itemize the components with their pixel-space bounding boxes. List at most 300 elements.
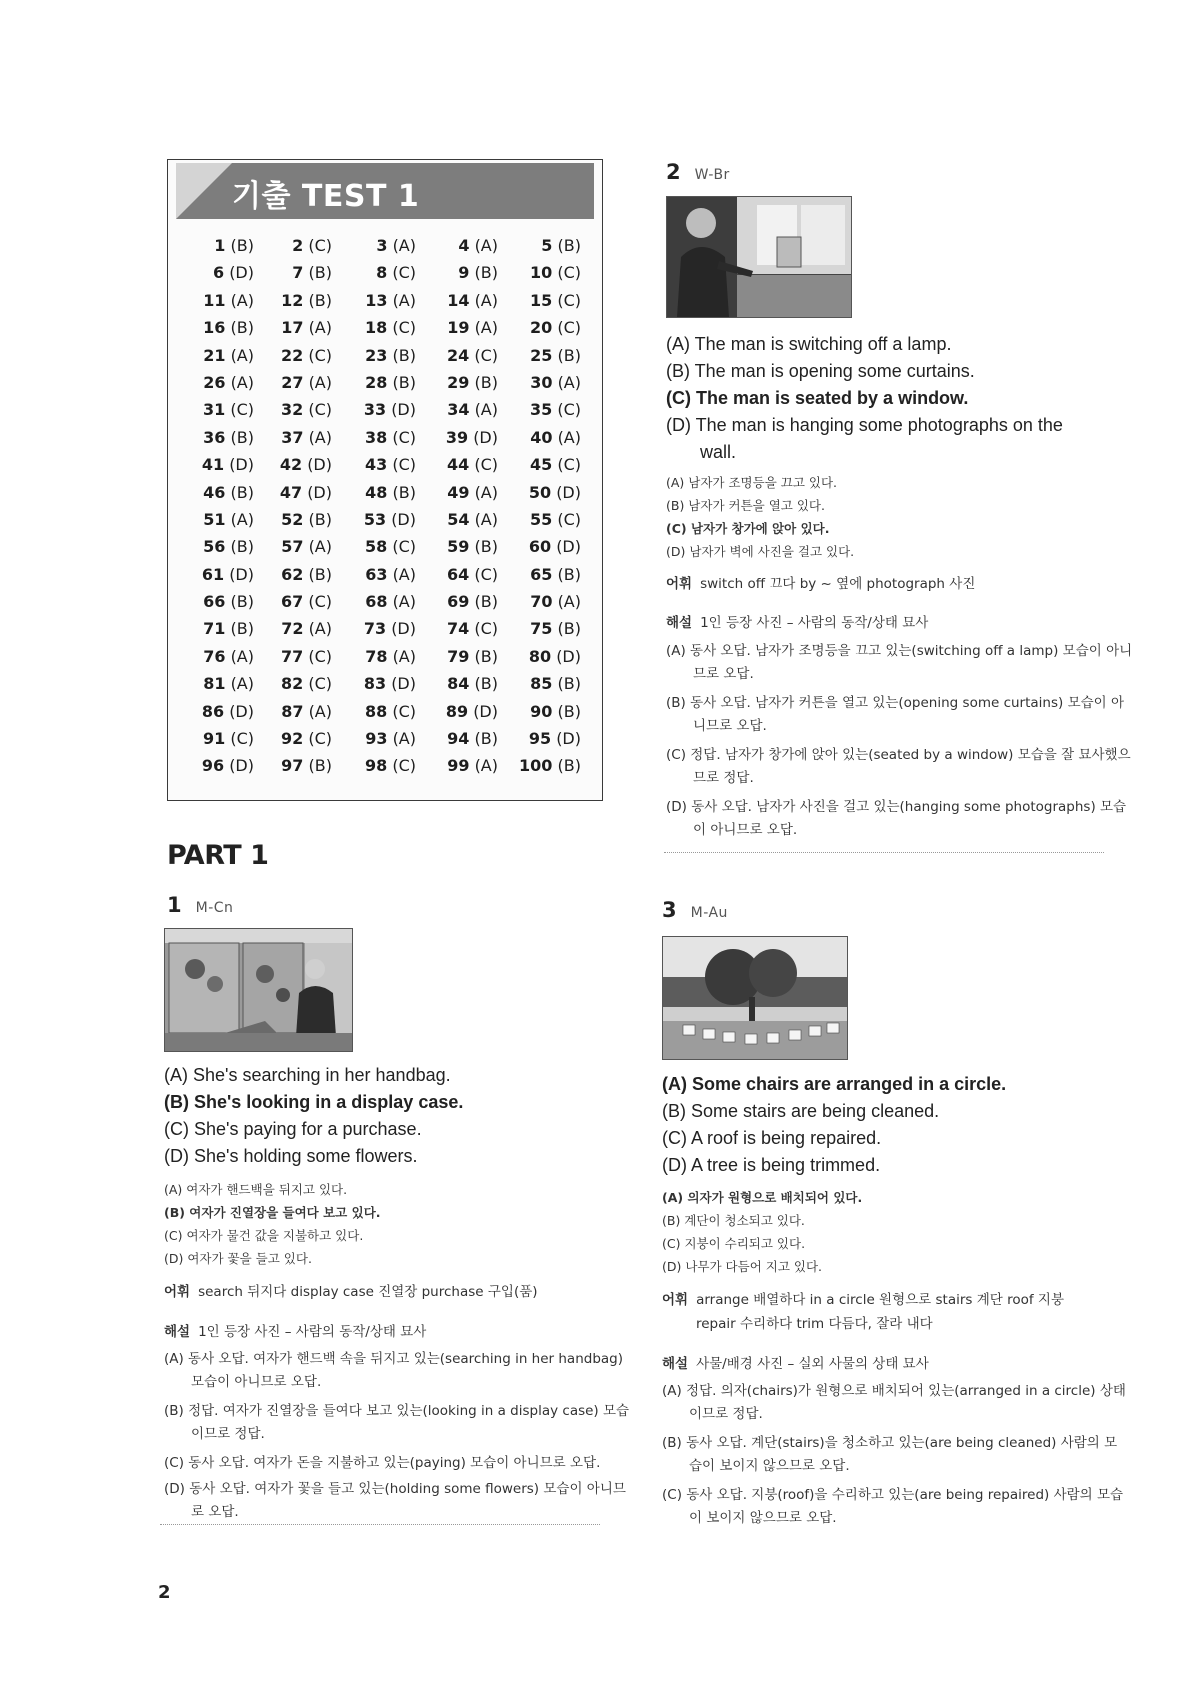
answer-choice: (B) bbox=[230, 592, 254, 612]
answer-key-cell bbox=[178, 314, 254, 341]
answer-key-cell bbox=[340, 424, 416, 451]
explanation-item: (A) 동사 오답. 남자가 조명등을 끄고 있는(switching off a lamp) 모습이 아니므로 오답. bbox=[666, 643, 1133, 682]
answer-key-cell bbox=[340, 259, 416, 286]
answer-key-box bbox=[167, 159, 603, 801]
answer-key-row bbox=[168, 232, 604, 259]
question-number: 69 bbox=[447, 592, 470, 612]
question-number: 3 bbox=[662, 898, 677, 922]
answer-key-row bbox=[168, 451, 604, 478]
answer-key-cell bbox=[178, 479, 254, 506]
answer-key-cell bbox=[256, 588, 332, 615]
question-number: 21 bbox=[203, 345, 226, 365]
question-number: 71 bbox=[203, 619, 226, 639]
expl-title: 1인 등장 사진 – 사람의 동작/상태 묘사 bbox=[198, 1324, 427, 1340]
question-number: 40 bbox=[530, 427, 553, 447]
question-number: 55 bbox=[529, 509, 553, 529]
answer-key-cell bbox=[340, 615, 416, 642]
answer-key-row bbox=[168, 588, 604, 615]
question-3-expl-heading bbox=[662, 1352, 929, 1372]
answer-key-cell bbox=[340, 342, 416, 369]
answer-key-cell bbox=[422, 698, 498, 725]
answer-choice: (A) bbox=[308, 318, 332, 338]
answer-option: (C) She's paying for a purchase. bbox=[164, 1119, 422, 1139]
answer-key-cell bbox=[178, 287, 254, 314]
answer-choice: (A) bbox=[230, 372, 254, 392]
answer-key-cell bbox=[256, 643, 332, 670]
question-number: 52 bbox=[281, 509, 304, 529]
answer-choice: (D) bbox=[229, 263, 254, 283]
answer-choice: (C) bbox=[308, 729, 332, 749]
question-number: 48 bbox=[365, 482, 388, 502]
question-1-expl-heading bbox=[164, 1320, 426, 1340]
answer-key-cell bbox=[422, 506, 498, 533]
question-number: 37 bbox=[281, 427, 304, 447]
answer-key-cell bbox=[422, 369, 498, 396]
question-number: 65 bbox=[530, 564, 553, 584]
answer-key-cell bbox=[422, 479, 498, 506]
explanation-item: (B) 정답. 여자가 진열장을 들여다 보고 있는(looking in a display case) 모습이므로 정답. bbox=[164, 1403, 630, 1442]
answer-key-cell bbox=[502, 342, 581, 369]
expl-label: 해설 bbox=[662, 1356, 689, 1372]
question-number: 58 bbox=[364, 537, 388, 557]
answer-choice: (C) bbox=[392, 427, 416, 447]
answer-key-cell bbox=[178, 615, 254, 642]
answer-key-cell bbox=[502, 232, 581, 259]
answer-choice: (A) bbox=[392, 564, 416, 584]
question-2-photo bbox=[666, 196, 852, 318]
answer-choice: (A) bbox=[230, 345, 254, 365]
question-number: 53 bbox=[363, 509, 387, 529]
answer-key-cell bbox=[178, 725, 254, 752]
answer-key-row bbox=[168, 698, 604, 725]
part-heading: PART 1 bbox=[167, 840, 269, 871]
answer-choice: (D) bbox=[556, 729, 581, 749]
explanation-item: (B) 동사 오답. 남자가 커튼을 열고 있는(opening some curtains) 모습이 아니므로 오답. bbox=[666, 695, 1125, 734]
answer-key-cell bbox=[340, 670, 416, 697]
answer-key-cell bbox=[422, 287, 498, 314]
answer-key-cell bbox=[422, 451, 498, 478]
explanation-item: (B) 동사 오답. 계단(stairs)을 청소하고 있는(are being cleaned) 사람의 모습이 보이지 않으므로 오답. bbox=[662, 1435, 1118, 1474]
vocab-label: 어휘 bbox=[164, 1284, 191, 1300]
question-number: 85 bbox=[530, 674, 553, 694]
answer-key-cell bbox=[502, 424, 581, 451]
answer-translation: (D) 여자가 꽃을 들고 있다. bbox=[164, 1251, 312, 1266]
answer-choice: (A) bbox=[557, 427, 581, 447]
question-number: 54 bbox=[447, 509, 470, 529]
answer-key-cell bbox=[502, 369, 581, 396]
explanation-item: (C) 동사 오답. 지붕(roof)을 수리하고 있는(are being repaired) 사람의 모습이 보이지 않으므로 오답. bbox=[662, 1487, 1124, 1526]
answer-key-cell bbox=[340, 479, 416, 506]
question-number: 16 bbox=[203, 318, 226, 338]
question-1-photo bbox=[164, 928, 353, 1052]
question-number: 68 bbox=[365, 592, 388, 612]
answer-key-cell bbox=[256, 698, 332, 725]
question-3-vocab bbox=[662, 1288, 1064, 1313]
answer-choice: (D) bbox=[391, 674, 416, 694]
question-number: 80 bbox=[528, 646, 552, 666]
question-number: 94 bbox=[447, 729, 470, 749]
answer-key-cell bbox=[502, 287, 581, 314]
answer-choice: (D) bbox=[229, 701, 254, 721]
answer-option: (A) The man is switching off a lamp. bbox=[666, 334, 952, 354]
answer-choice: (A) bbox=[308, 537, 332, 557]
answer-key-cell bbox=[256, 232, 332, 259]
question-number: 83 bbox=[363, 674, 387, 694]
answer-key-cell bbox=[256, 479, 332, 506]
answer-key-cell bbox=[422, 533, 498, 560]
question-number: 36 bbox=[203, 427, 226, 447]
answer-choice: (A) bbox=[557, 372, 581, 392]
vocab-text-line-1: arrange 배열하다 in a circle 원형으로 stairs 계단 roof 지붕 bbox=[696, 1292, 1064, 1308]
answer-choice: (B) bbox=[392, 372, 416, 392]
answer-key-cell bbox=[340, 451, 416, 478]
question-number: 6 bbox=[212, 263, 225, 283]
answer-key-cell bbox=[422, 424, 498, 451]
answer-choice: (B) bbox=[557, 674, 581, 694]
question-number: 76 bbox=[203, 646, 226, 666]
answer-key-row bbox=[168, 479, 604, 506]
answer-choice: (C) bbox=[557, 509, 581, 529]
question-number: 56 bbox=[203, 537, 226, 557]
photo-man-by-window bbox=[667, 197, 851, 317]
question-number: 60 bbox=[528, 537, 552, 557]
answer-key-cell bbox=[256, 615, 332, 642]
answer-translation: (A) 의자가 원형으로 배치되어 있다. bbox=[662, 1190, 863, 1205]
answer-choice: (C) bbox=[557, 290, 581, 310]
question-number: 77 bbox=[280, 646, 304, 666]
question-number: 96 bbox=[201, 756, 225, 776]
answer-key-cell bbox=[422, 615, 498, 642]
question-number: 64 bbox=[446, 564, 470, 584]
divider bbox=[664, 852, 1104, 853]
answer-key-cell bbox=[502, 561, 581, 588]
answer-key-row bbox=[168, 670, 604, 697]
answer-choice: (B) bbox=[230, 537, 254, 557]
answer-key-cell bbox=[178, 588, 254, 615]
answer-key-cell bbox=[422, 670, 498, 697]
answer-key-cell bbox=[502, 451, 581, 478]
answer-translation: (D) 남자가 벽에 사진을 걸고 있다. bbox=[666, 544, 855, 559]
answer-key-grid bbox=[168, 232, 604, 780]
answer-key-cell bbox=[178, 451, 254, 478]
answer-option: (D) She's holding some flowers. bbox=[164, 1146, 418, 1166]
answer-key-cell bbox=[178, 259, 254, 286]
question-number: 66 bbox=[203, 592, 226, 612]
question-number: 20 bbox=[529, 318, 553, 338]
answer-choice: (C) bbox=[474, 564, 498, 584]
answer-choice: (A) bbox=[557, 592, 581, 612]
question-number: 90 bbox=[530, 701, 553, 721]
answer-translation: (D) 나무가 다듬어 지고 있다. bbox=[662, 1259, 822, 1274]
answer-key-cell bbox=[256, 342, 332, 369]
question-number: 15 bbox=[529, 290, 553, 310]
answer-key-cell bbox=[340, 752, 416, 779]
answer-key-cell bbox=[256, 561, 332, 588]
answer-choice: (A) bbox=[474, 400, 498, 420]
answer-key-cell bbox=[502, 396, 581, 423]
answer-key-cell bbox=[256, 396, 332, 423]
question-3-header bbox=[662, 898, 728, 922]
answer-choice: (C) bbox=[557, 263, 581, 283]
question-number: 32 bbox=[280, 400, 304, 420]
answer-choice: (B) bbox=[474, 646, 498, 666]
question-number: 24 bbox=[446, 345, 470, 365]
answer-key-cell bbox=[502, 752, 581, 779]
answer-key-row bbox=[168, 314, 604, 341]
answer-choice: (B) bbox=[230, 427, 254, 447]
answer-choice: (B) bbox=[474, 263, 498, 283]
answer-key-cell bbox=[178, 643, 254, 670]
question-number: 12 bbox=[281, 290, 304, 310]
question-number: 33 bbox=[363, 400, 387, 420]
answer-choice: (B) bbox=[474, 592, 498, 612]
explanation-item: (A) 정답. 의자(chairs)가 원형으로 배치되어 있는(arranged in a circle) 상태이므로 정답. bbox=[662, 1383, 1126, 1422]
answer-choice: (D) bbox=[473, 427, 498, 447]
answer-choice: (C) bbox=[557, 455, 581, 475]
answer-key-cell bbox=[422, 752, 498, 779]
answer-key-cell bbox=[340, 533, 416, 560]
question-number: 10 bbox=[529, 263, 553, 283]
answer-key-cell bbox=[340, 396, 416, 423]
page-number: 2 bbox=[158, 1582, 171, 1603]
answer-translation: (B) 계단이 청소되고 있다. bbox=[662, 1213, 805, 1228]
answer-key-row bbox=[168, 424, 604, 451]
question-number: 82 bbox=[280, 674, 304, 694]
answer-choice: (D) bbox=[391, 509, 416, 529]
answer-key-cell bbox=[340, 561, 416, 588]
question-number: 88 bbox=[364, 701, 388, 721]
question-number: 99 bbox=[447, 756, 470, 776]
expl-label: 해설 bbox=[666, 615, 693, 631]
question-number: 2 bbox=[666, 160, 681, 184]
answer-choice: (C) bbox=[392, 701, 416, 721]
answer-choice: (A) bbox=[392, 729, 416, 749]
question-number: 28 bbox=[365, 372, 388, 392]
answer-key-cell bbox=[502, 314, 581, 341]
answer-option: (C) The man is seated by a window. bbox=[666, 388, 969, 408]
answer-choice: (B) bbox=[308, 263, 332, 283]
question-number: 1 bbox=[167, 893, 182, 917]
answer-key-cell bbox=[178, 533, 254, 560]
question-number: 1 bbox=[214, 236, 226, 255]
question-number: 23 bbox=[365, 345, 388, 365]
question-number: 26 bbox=[203, 372, 226, 392]
answer-choice: (C) bbox=[308, 592, 332, 612]
explanation-item: (D) 동사 오답. 여자가 꽃을 들고 있는(holding some flowers) 모습이 아니므로 오답. bbox=[164, 1481, 626, 1520]
answer-option: (B) She's looking in a display case. bbox=[164, 1092, 464, 1112]
answer-choice: (A) bbox=[308, 427, 332, 447]
speaker-label: W-Br bbox=[694, 167, 730, 183]
answer-choice: (A) bbox=[230, 646, 254, 666]
answer-choice: (B) bbox=[474, 674, 498, 694]
answer-choice: (D) bbox=[556, 537, 581, 557]
question-number: 100 bbox=[519, 756, 553, 776]
answer-choice: (A) bbox=[392, 290, 416, 310]
answer-key-cell bbox=[502, 479, 581, 506]
answer-key-row bbox=[168, 342, 604, 369]
answer-choice: (B) bbox=[308, 509, 332, 529]
answer-key-cell bbox=[340, 698, 416, 725]
question-number: 43 bbox=[364, 455, 388, 475]
answer-choice: (C) bbox=[308, 236, 332, 255]
answer-key-cell bbox=[502, 615, 581, 642]
explanation-item: (C) 동사 오답. 여자가 돈을 지불하고 있는(paying) 모습이 아니므로 오답. bbox=[164, 1455, 601, 1471]
answer-key-cell bbox=[502, 506, 581, 533]
question-number: 39 bbox=[445, 427, 469, 447]
answer-key-title: 기출 TEST 1 bbox=[232, 179, 420, 214]
answer-choice: (D) bbox=[473, 701, 498, 721]
answer-translation: (A) 남자가 조명등을 끄고 있다. bbox=[666, 475, 837, 490]
question-number: 86 bbox=[201, 701, 225, 721]
answer-key-cell bbox=[256, 369, 332, 396]
answer-choice: (A) bbox=[392, 646, 416, 666]
answer-choice: (C) bbox=[474, 455, 498, 475]
question-number: 98 bbox=[364, 756, 388, 776]
question-number: 45 bbox=[529, 455, 553, 475]
answer-key-cell bbox=[422, 232, 498, 259]
answer-choice: (D) bbox=[229, 455, 254, 475]
answer-choice: (A) bbox=[474, 318, 498, 338]
answer-key-cell bbox=[422, 259, 498, 286]
question-number: 78 bbox=[365, 646, 388, 666]
question-number: 70 bbox=[530, 592, 553, 612]
answer-key-cell bbox=[256, 725, 332, 752]
answer-key-cell bbox=[178, 752, 254, 779]
answer-key-cell bbox=[340, 232, 416, 259]
question-number: 87 bbox=[281, 701, 304, 721]
answer-choice: (C) bbox=[557, 400, 581, 420]
question-number: 19 bbox=[447, 318, 470, 338]
speaker-label: M-Au bbox=[690, 905, 728, 921]
question-number: 92 bbox=[280, 729, 304, 749]
answer-key-cell bbox=[256, 506, 332, 533]
question-1-header bbox=[167, 893, 233, 917]
answer-choice: (D) bbox=[229, 564, 254, 584]
question-number: 14 bbox=[447, 290, 470, 310]
answer-key-row bbox=[168, 533, 604, 560]
answer-option: wall. bbox=[700, 442, 737, 462]
question-number: 72 bbox=[281, 619, 304, 639]
answer-choice: (A) bbox=[392, 236, 416, 255]
answer-choice: (B) bbox=[557, 345, 581, 365]
photo-chairs-in-circle bbox=[663, 937, 847, 1059]
answer-key-cell bbox=[178, 698, 254, 725]
answer-choice: (B) bbox=[230, 318, 254, 338]
answer-choice: (A) bbox=[230, 290, 254, 310]
question-2-header bbox=[666, 160, 730, 184]
answer-key-cell bbox=[256, 670, 332, 697]
question-number: 84 bbox=[447, 674, 470, 694]
question-number: 30 bbox=[530, 372, 553, 392]
question-number: 51 bbox=[203, 509, 226, 529]
answer-choice: (B) bbox=[557, 619, 581, 639]
question-number: 46 bbox=[203, 482, 226, 502]
answer-choice: (C) bbox=[392, 263, 416, 283]
answer-choice: (B) bbox=[474, 729, 498, 749]
answer-translation: (C) 지붕이 수리되고 있다. bbox=[662, 1236, 806, 1251]
question-3-vocab-cont bbox=[696, 1312, 933, 1337]
answer-choice: (B) bbox=[474, 372, 498, 392]
answer-key-row bbox=[168, 725, 604, 752]
answer-key-cell bbox=[178, 369, 254, 396]
answer-choice: (B) bbox=[308, 564, 332, 584]
answer-choice: (C) bbox=[230, 400, 254, 420]
answer-choice: (B) bbox=[557, 701, 581, 721]
expl-title: 사물/배경 사진 – 실외 사물의 상태 묘사 bbox=[696, 1356, 929, 1372]
question-number: 74 bbox=[446, 619, 470, 639]
question-number: 42 bbox=[279, 455, 303, 475]
answer-choice: (B) bbox=[557, 756, 581, 776]
answer-key-cell bbox=[502, 588, 581, 615]
answer-key-cell bbox=[178, 670, 254, 697]
answer-choice: (A) bbox=[308, 701, 332, 721]
answer-key-cell bbox=[256, 752, 332, 779]
answer-choice: (D) bbox=[229, 756, 254, 776]
answer-key-row bbox=[168, 506, 604, 533]
question-number: 17 bbox=[281, 318, 304, 338]
question-number: 79 bbox=[447, 646, 470, 666]
question-number: 18 bbox=[364, 318, 388, 338]
answer-choice: (A) bbox=[230, 674, 254, 694]
question-number: 89 bbox=[445, 701, 469, 721]
photo-woman-display-case bbox=[165, 929, 352, 1051]
question-number: 75 bbox=[530, 619, 553, 639]
answer-choice: (B) bbox=[230, 236, 254, 255]
answer-choice: (C) bbox=[557, 318, 581, 338]
question-number: 91 bbox=[202, 729, 226, 749]
question-3-photo bbox=[662, 936, 848, 1060]
answer-choice: (C) bbox=[474, 619, 498, 639]
answer-key-row bbox=[168, 369, 604, 396]
answer-choice: (C) bbox=[392, 537, 416, 557]
question-number: 63 bbox=[365, 564, 388, 584]
answer-key-cell bbox=[422, 314, 498, 341]
answer-key-row bbox=[168, 259, 604, 286]
answer-key-cell bbox=[502, 670, 581, 697]
vocab-text: switch off 끄다 by ~ 옆에 photograph 사진 bbox=[700, 576, 976, 592]
answer-choice: (B) bbox=[557, 236, 581, 255]
answer-choice: (B) bbox=[474, 537, 498, 557]
answer-choice: (C) bbox=[392, 455, 416, 475]
answer-choice: (A) bbox=[308, 372, 332, 392]
answer-option: (A) She's searching in her handbag. bbox=[164, 1065, 451, 1085]
answer-key-row bbox=[168, 643, 604, 670]
answer-translation: (A) 여자가 핸드백을 뒤지고 있다. bbox=[164, 1182, 348, 1197]
answer-key-cell bbox=[178, 396, 254, 423]
answer-choice: (A) bbox=[474, 290, 498, 310]
vocab-text: search 뒤지다 display case 진열장 purchase 구입(품) bbox=[198, 1284, 538, 1300]
answer-key-cell bbox=[502, 643, 581, 670]
answer-choice: (C) bbox=[392, 756, 416, 776]
answer-choice: (A) bbox=[474, 482, 498, 502]
answer-option: (A) Some chairs are arranged in a circle. bbox=[662, 1074, 1007, 1094]
answer-key-cell bbox=[502, 533, 581, 560]
answer-key-cell bbox=[256, 424, 332, 451]
question-number: 2 bbox=[292, 236, 304, 255]
answer-key-cell bbox=[422, 396, 498, 423]
answer-key-cell bbox=[256, 451, 332, 478]
question-2-expl-heading bbox=[666, 611, 928, 631]
answer-key-cell bbox=[422, 561, 498, 588]
answer-choice: (B) bbox=[557, 564, 581, 584]
expl-title: 1인 등장 사진 – 사람의 동작/상태 묘사 bbox=[700, 615, 929, 631]
question-1-vocab bbox=[164, 1280, 538, 1305]
answer-key-cell bbox=[340, 314, 416, 341]
answer-key-row bbox=[168, 396, 604, 423]
answer-key-cell bbox=[502, 725, 581, 752]
answer-key-row bbox=[168, 752, 604, 779]
answer-choice: (B) bbox=[230, 619, 254, 639]
